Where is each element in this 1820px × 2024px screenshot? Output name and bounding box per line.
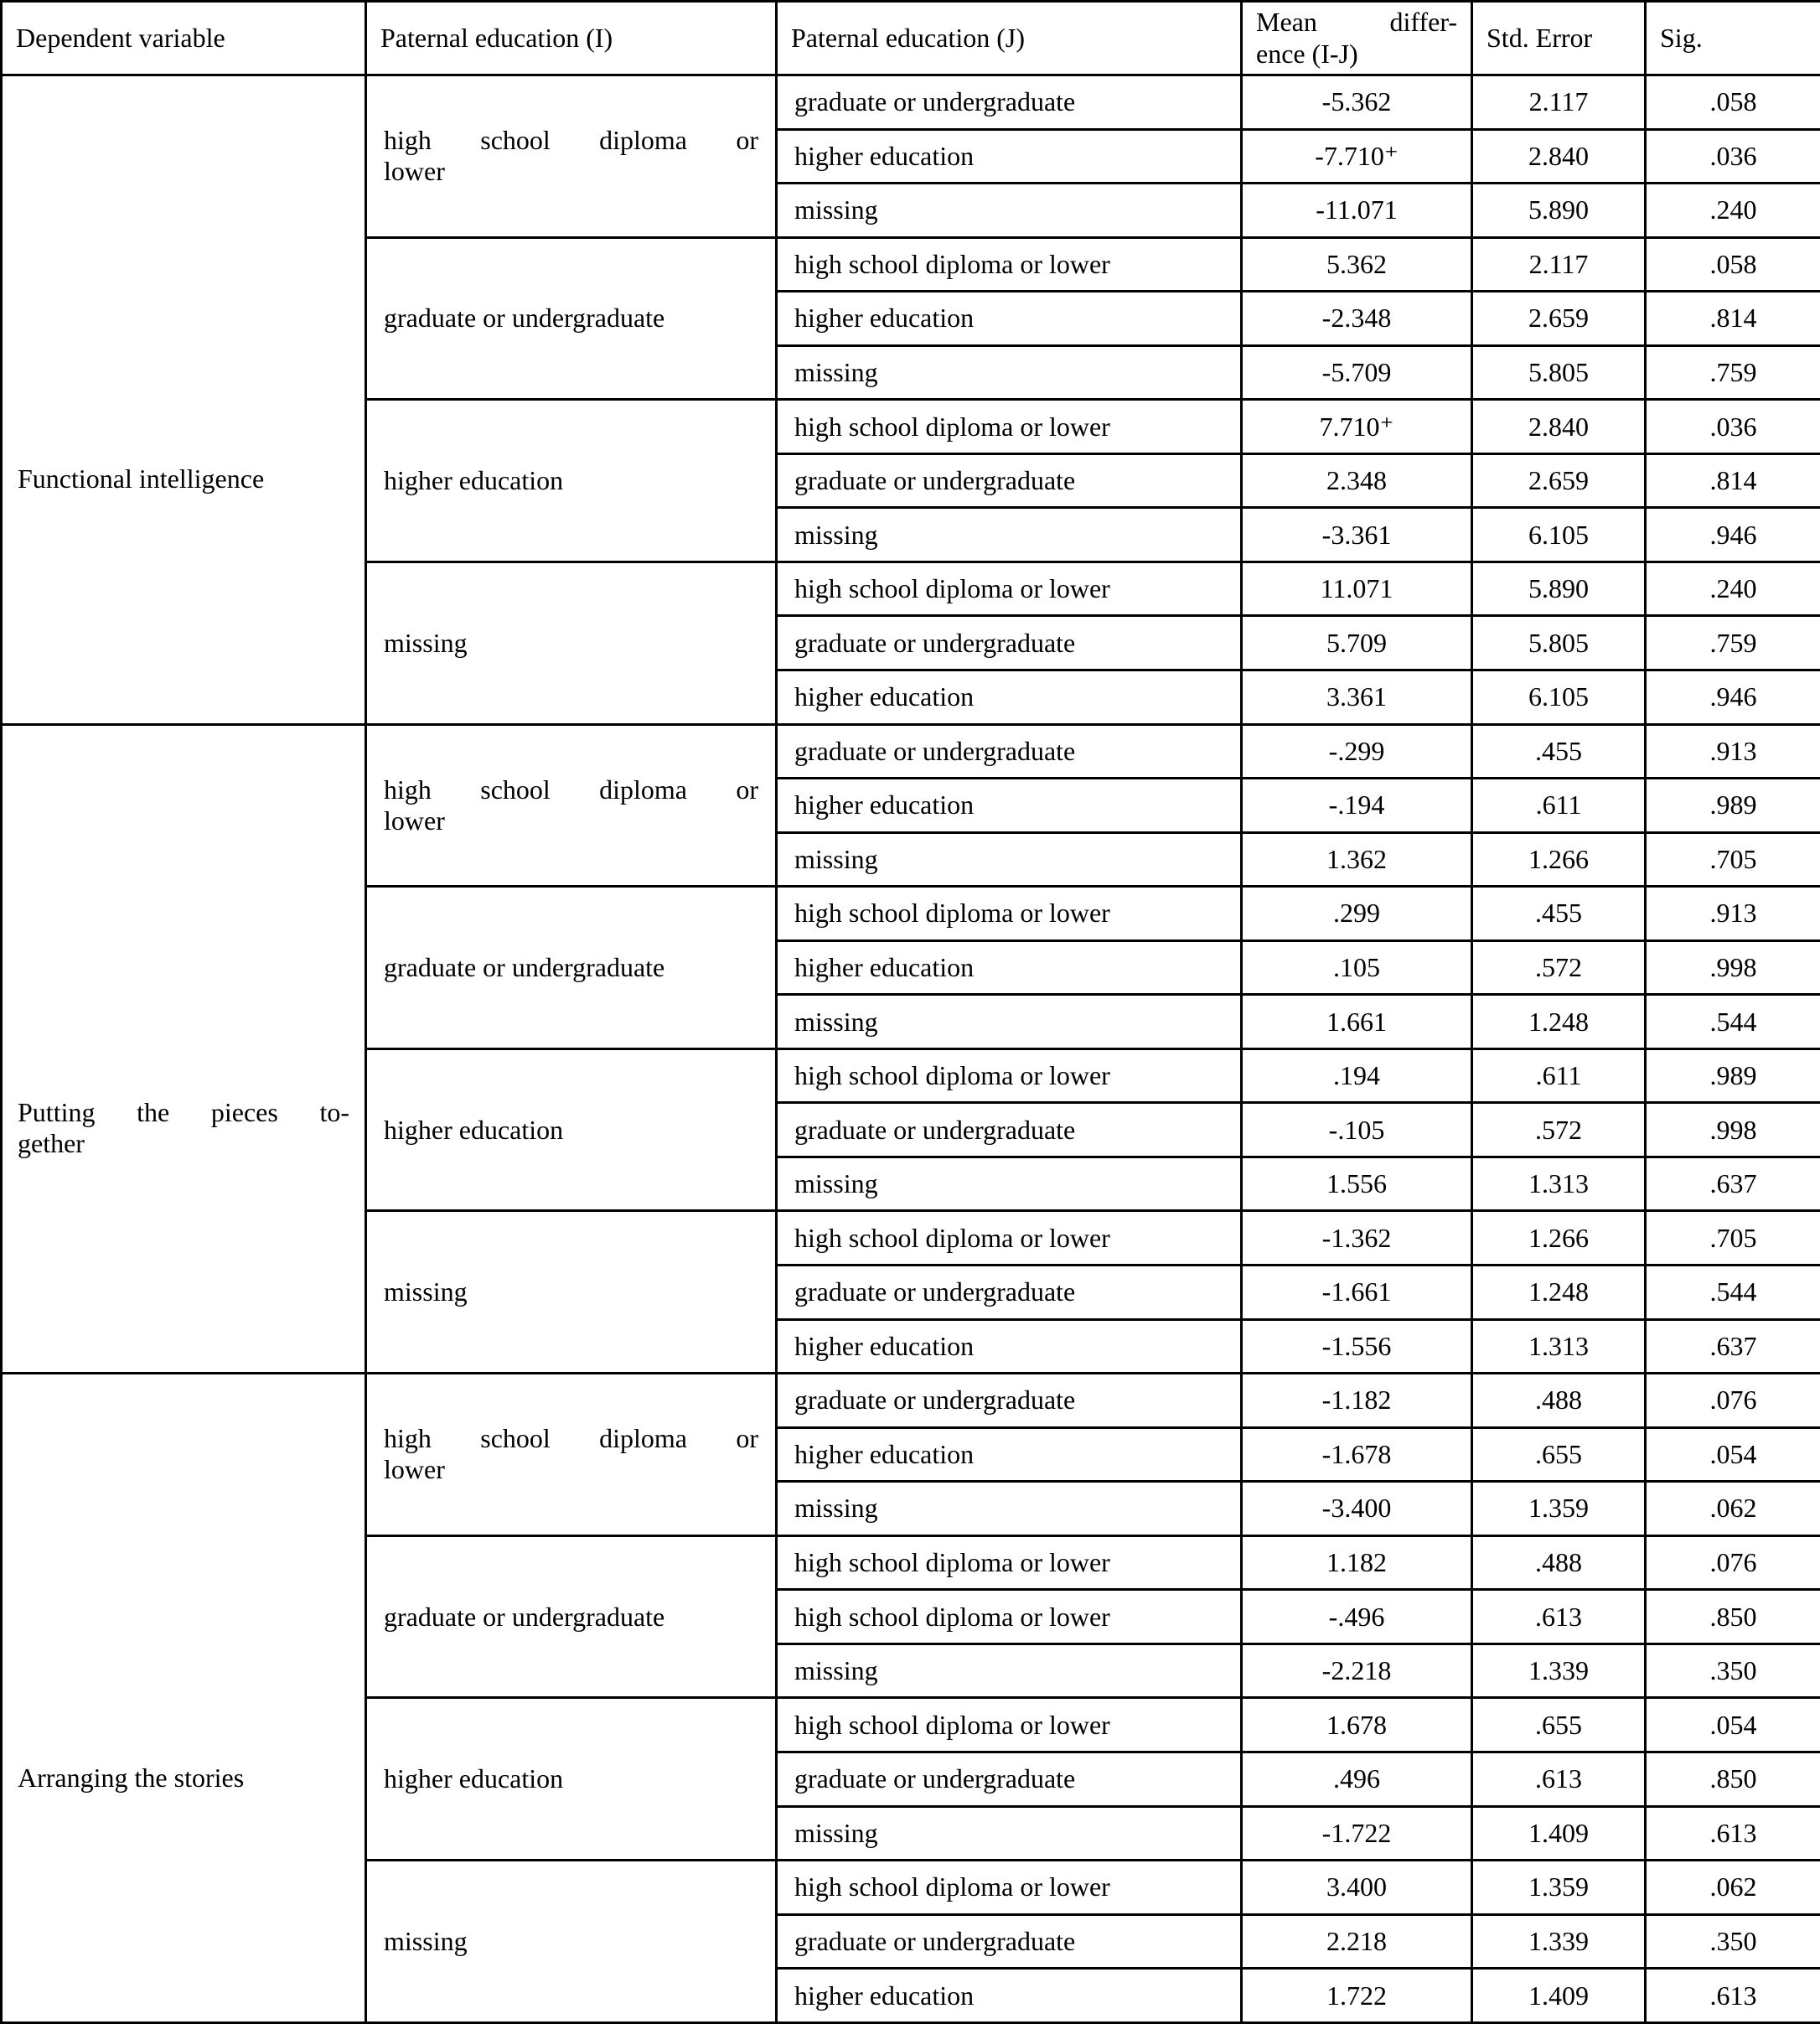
- std-error-cell: 2.840: [1472, 400, 1646, 454]
- mean-difference-cell: .299: [1242, 887, 1472, 941]
- mean-difference-cell: 1.722: [1242, 1969, 1472, 2023]
- mean-difference-cell: -2.218: [1242, 1644, 1472, 1698]
- sig-cell: .076: [1646, 1535, 1820, 1590]
- paternal-education-i-cell: graduate or undergraduate: [366, 1535, 777, 1698]
- sig-cell: .637: [1646, 1157, 1820, 1211]
- std-error-cell: 1.266: [1472, 832, 1646, 887]
- paternal-education-j-cell: higher education: [777, 670, 1242, 725]
- wrapped-line: high school diploma or: [384, 774, 758, 805]
- paternal-education-j-cell: graduate or undergraduate: [777, 1752, 1242, 1806]
- paternal-education-j-cell: missing: [777, 1644, 1242, 1698]
- std-error-cell: 5.890: [1472, 562, 1646, 616]
- sig-cell: .814: [1646, 292, 1820, 346]
- paternal-education-i-cell: graduate or undergraduate: [366, 887, 777, 1049]
- std-error-cell: 1.359: [1472, 1861, 1646, 1915]
- mean-difference-cell: -1.661: [1242, 1266, 1472, 1320]
- sig-cell: .913: [1646, 724, 1820, 779]
- mean-difference-cell: -5.709: [1242, 345, 1472, 400]
- std-error-cell: .655: [1472, 1427, 1646, 1482]
- paternal-education-j-cell: high school diploma or lower: [777, 1535, 1242, 1590]
- paternal-education-j-cell: missing: [777, 1806, 1242, 1861]
- std-error-cell: 2.117: [1472, 75, 1646, 130]
- sig-cell: .350: [1646, 1914, 1820, 1969]
- paternal-education-i-cell: high school diploma or lower: [366, 75, 777, 238]
- std-error-cell: 1.313: [1472, 1319, 1646, 1374]
- std-error-cell: 2.840: [1472, 129, 1646, 184]
- paternal-education-j-cell: higher education: [777, 1427, 1242, 1482]
- sig-cell: .850: [1646, 1590, 1820, 1644]
- std-error-cell: .613: [1472, 1590, 1646, 1644]
- table-row: [2, 75, 1820, 130]
- std-error-cell: 5.805: [1472, 345, 1646, 400]
- paternal-education-j-cell: graduate or undergraduate: [777, 1914, 1242, 1969]
- std-error-cell: 2.117: [1472, 237, 1646, 292]
- sig-cell: .240: [1646, 184, 1820, 238]
- std-error-cell: 1.266: [1472, 1211, 1646, 1266]
- paternal-education-i-cell: missing: [366, 1861, 777, 2023]
- std-error-cell: 6.105: [1472, 670, 1646, 725]
- std-error-cell: .455: [1472, 887, 1646, 941]
- header-mean-difference: Mean differ- ence (I-J): [1242, 2, 1472, 75]
- paternal-education-j-cell: graduate or undergraduate: [777, 724, 1242, 779]
- paternal-education-j-cell: higher education: [777, 1319, 1242, 1374]
- paternal-education-i-cell: graduate or undergraduate: [366, 237, 777, 400]
- sig-cell: .544: [1646, 995, 1820, 1049]
- std-error-cell: 6.105: [1472, 508, 1646, 562]
- sig-cell: .544: [1646, 1266, 1820, 1320]
- std-error-cell: 1.359: [1472, 1482, 1646, 1536]
- table-row: [2, 724, 1820, 779]
- std-error-cell: 1.339: [1472, 1914, 1646, 1969]
- sig-cell: .058: [1646, 237, 1820, 292]
- std-error-cell: 1.409: [1472, 1969, 1646, 2023]
- std-error-cell: 5.805: [1472, 616, 1646, 670]
- std-error-cell: 2.659: [1472, 292, 1646, 346]
- dependent-variable-cell: Functional intelligence: [2, 75, 366, 725]
- std-error-cell: .611: [1472, 1048, 1646, 1103]
- header-paternal-education-i: Paternal education (I): [366, 2, 777, 75]
- paternal-education-j-cell: high school diploma or lower: [777, 1861, 1242, 1915]
- mean-difference-cell: -1.556: [1242, 1319, 1472, 1374]
- std-error-cell: .488: [1472, 1535, 1646, 1590]
- paternal-education-j-cell: missing: [777, 184, 1242, 238]
- paternal-education-j-cell: higher education: [777, 1969, 1242, 2023]
- header-std-error: Std. Error: [1472, 2, 1646, 75]
- mean-difference-cell: -1.678: [1242, 1427, 1472, 1482]
- paternal-education-i-cell: missing: [366, 562, 777, 724]
- mean-difference-cell: 2.348: [1242, 453, 1472, 508]
- mean-difference-cell: -.299: [1242, 724, 1472, 779]
- sig-cell: .759: [1646, 616, 1820, 670]
- sig-cell: .989: [1646, 779, 1820, 833]
- paternal-education-j-cell: missing: [777, 995, 1242, 1049]
- mean-difference-cell: 1.678: [1242, 1698, 1472, 1752]
- paternal-education-j-cell: high school diploma or lower: [777, 1590, 1242, 1644]
- table-row: [2, 1374, 1820, 1428]
- std-error-cell: .613: [1472, 1752, 1646, 1806]
- mean-difference-cell: -.496: [1242, 1590, 1472, 1644]
- mean-difference-cell: -2.348: [1242, 292, 1472, 346]
- paternal-education-j-cell: graduate or undergraduate: [777, 616, 1242, 670]
- paternal-education-j-cell: missing: [777, 345, 1242, 400]
- paternal-education-j-cell: missing: [777, 1482, 1242, 1536]
- paternal-education-j-cell: missing: [777, 832, 1242, 887]
- sig-cell: .350: [1646, 1644, 1820, 1698]
- std-error-cell: 2.659: [1472, 453, 1646, 508]
- wrapped-line: Putting the pieces to-: [18, 1097, 349, 1128]
- sig-cell: .946: [1646, 670, 1820, 725]
- sig-cell: .989: [1646, 1048, 1820, 1103]
- paternal-education-j-cell: higher education: [777, 779, 1242, 833]
- mean-difference-cell: 5.709: [1242, 616, 1472, 670]
- mean-difference-cell: -7.710⁺: [1242, 129, 1472, 184]
- paternal-education-i-cell: high school diploma or lower: [366, 1374, 777, 1536]
- mean-difference-cell: .496: [1242, 1752, 1472, 1806]
- header-dependent-variable: Dependent variable: [2, 2, 366, 75]
- mean-difference-cell: 1.182: [1242, 1535, 1472, 1590]
- sig-cell: .062: [1646, 1861, 1820, 1915]
- mean-difference-cell: .105: [1242, 940, 1472, 995]
- header-sig: Sig.: [1646, 2, 1820, 75]
- mean-difference-cell: .194: [1242, 1048, 1472, 1103]
- std-error-cell: .572: [1472, 940, 1646, 995]
- paternal-education-j-cell: higher education: [777, 292, 1242, 346]
- mean-difference-cell: -5.362: [1242, 75, 1472, 130]
- paternal-education-j-cell: graduate or undergraduate: [777, 453, 1242, 508]
- header-row: [2, 2, 1820, 75]
- paternal-education-i-cell: missing: [366, 1211, 777, 1374]
- std-error-cell: 1.313: [1472, 1157, 1646, 1211]
- std-error-cell: 5.890: [1472, 184, 1646, 238]
- wrapped-line: Mean differ-: [1256, 7, 1457, 38]
- sig-cell: .054: [1646, 1698, 1820, 1752]
- std-error-cell: 1.339: [1472, 1644, 1646, 1698]
- std-error-cell: 1.248: [1472, 1266, 1646, 1320]
- paternal-education-j-cell: higher education: [777, 940, 1242, 995]
- mean-difference-cell: -1.182: [1242, 1374, 1472, 1428]
- sig-cell: .946: [1646, 508, 1820, 562]
- paternal-education-j-cell: high school diploma or lower: [777, 400, 1242, 454]
- dependent-variable-cell: Putting the pieces to- gether: [2, 724, 366, 1374]
- paternal-education-j-cell: graduate or undergraduate: [777, 75, 1242, 130]
- paternal-education-j-cell: missing: [777, 508, 1242, 562]
- sig-cell: .613: [1646, 1806, 1820, 1861]
- paternal-education-j-cell: high school diploma or lower: [777, 1698, 1242, 1752]
- paternal-education-j-cell: graduate or undergraduate: [777, 1266, 1242, 1320]
- table-body: [2, 75, 1820, 2023]
- sig-cell: .705: [1646, 832, 1820, 887]
- sig-cell: .062: [1646, 1482, 1820, 1536]
- mean-difference-cell: -.194: [1242, 779, 1472, 833]
- mean-difference-cell: 3.361: [1242, 670, 1472, 725]
- wrapped-line: high school diploma or: [384, 125, 758, 156]
- sig-cell: .850: [1646, 1752, 1820, 1806]
- std-error-cell: .611: [1472, 779, 1646, 833]
- sig-cell: .814: [1646, 453, 1820, 508]
- sig-cell: .036: [1646, 129, 1820, 184]
- paternal-education-j-cell: high school diploma or lower: [777, 562, 1242, 616]
- mean-difference-cell: 2.218: [1242, 1914, 1472, 1969]
- paternal-education-j-cell: missing: [777, 1157, 1242, 1211]
- sig-cell: .076: [1646, 1374, 1820, 1428]
- mean-difference-cell: -1.362: [1242, 1211, 1472, 1266]
- paternal-education-i-cell: higher education: [366, 1048, 777, 1211]
- sig-cell: .240: [1646, 562, 1820, 616]
- sig-cell: .759: [1646, 345, 1820, 400]
- paternal-education-j-cell: graduate or undergraduate: [777, 1103, 1242, 1157]
- wrapped-line: high school diploma or: [384, 1423, 758, 1454]
- paternal-education-j-cell: high school diploma or lower: [777, 1048, 1242, 1103]
- sig-cell: .913: [1646, 887, 1820, 941]
- paternal-education-i-cell: higher education: [366, 400, 777, 562]
- sig-cell: .054: [1646, 1427, 1820, 1482]
- paternal-education-i-cell: high school diploma or lower: [366, 724, 777, 887]
- paternal-education-j-cell: high school diploma or lower: [777, 237, 1242, 292]
- sig-cell: .637: [1646, 1319, 1820, 1374]
- sig-cell: .036: [1646, 400, 1820, 454]
- std-error-cell: .572: [1472, 1103, 1646, 1157]
- std-error-cell: .488: [1472, 1374, 1646, 1428]
- paternal-education-j-cell: high school diploma or lower: [777, 887, 1242, 941]
- std-error-cell: .455: [1472, 724, 1646, 779]
- mean-difference-cell: 1.362: [1242, 832, 1472, 887]
- dependent-variable-cell: Arranging the stories: [2, 1374, 366, 2023]
- mean-difference-cell: 3.400: [1242, 1861, 1472, 1915]
- sig-cell: .705: [1646, 1211, 1820, 1266]
- std-error-cell: 1.248: [1472, 995, 1646, 1049]
- sig-cell: .058: [1646, 75, 1820, 130]
- paternal-education-j-cell: high school diploma or lower: [777, 1211, 1242, 1266]
- sig-cell: .998: [1646, 940, 1820, 995]
- mean-difference-cell: 1.661: [1242, 995, 1472, 1049]
- paternal-education-j-cell: higher education: [777, 129, 1242, 184]
- mean-difference-cell: -1.722: [1242, 1806, 1472, 1861]
- std-error-cell: 1.409: [1472, 1806, 1646, 1861]
- sig-cell: .613: [1646, 1969, 1820, 2023]
- mean-difference-cell: -3.400: [1242, 1482, 1472, 1536]
- mean-difference-cell: 1.556: [1242, 1157, 1472, 1211]
- mean-difference-cell: 11.071: [1242, 562, 1472, 616]
- mean-difference-cell: -3.361: [1242, 508, 1472, 562]
- mean-difference-cell: 5.362: [1242, 237, 1472, 292]
- mean-difference-cell: -.105: [1242, 1103, 1472, 1157]
- std-error-cell: .655: [1472, 1698, 1646, 1752]
- mean-difference-cell: 7.710⁺: [1242, 400, 1472, 454]
- paternal-education-i-cell: higher education: [366, 1698, 777, 1861]
- paternal-education-j-cell: graduate or undergraduate: [777, 1374, 1242, 1428]
- mean-difference-cell: -11.071: [1242, 184, 1472, 238]
- header-paternal-education-j: Paternal education (J): [777, 2, 1242, 75]
- sig-cell: .998: [1646, 1103, 1820, 1157]
